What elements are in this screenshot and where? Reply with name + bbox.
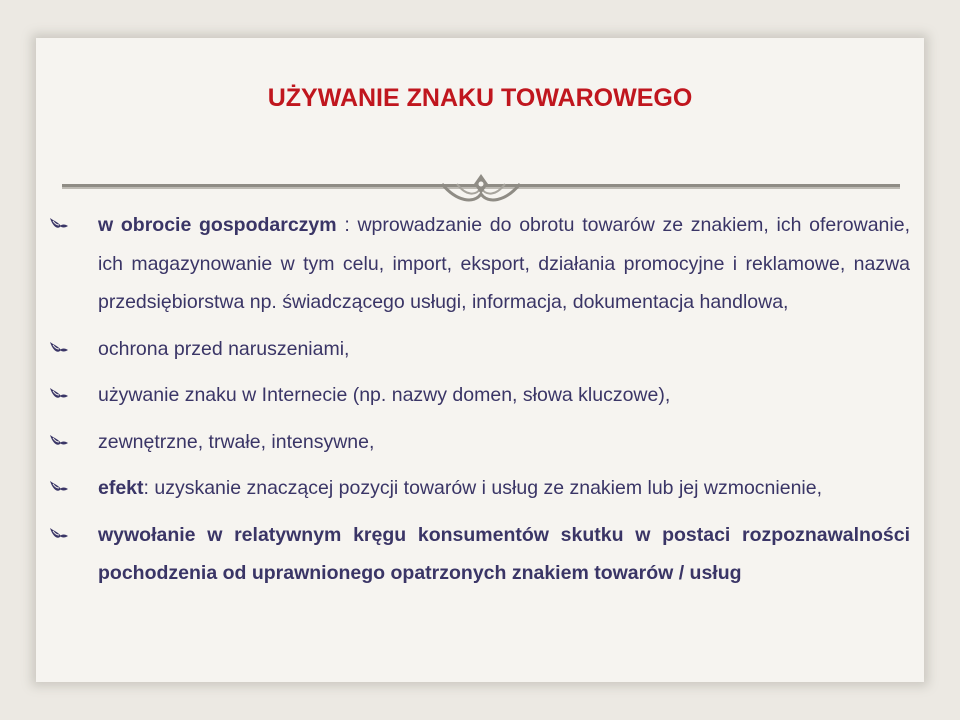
bullet-text: : wprowadzanie do obrotu towarów ze znakiem, ich oferowanie, ich magazynowanie w tym celu, import, eksport, działania promocyjne i reklamowe, nazwa przedsiębiorstwa np. świadczącego usługi, informacja, dokumentacja handlowa, bbox=[98, 214, 910, 313]
fleuron-bullet-icon bbox=[49, 385, 69, 403]
list-item bbox=[36, 469, 924, 508]
list-item bbox=[36, 206, 924, 322]
bullet-text: ochrona przed naruszeniami, bbox=[98, 337, 350, 360]
fleuron-bullet-icon bbox=[49, 215, 69, 233]
bullet-text: zewnętrzne, trwałe, intensywne, bbox=[98, 430, 375, 453]
bullet-text: : uzyskanie znaczącej pozycji towarów i usług ze znakiem lub jej wzmocnienie, bbox=[143, 477, 823, 499]
fleuron-bullet-icon bbox=[49, 525, 69, 543]
bullet-bold-text: wywołanie w relatywnym kręgu konsumentów skutku w postaci rozpoznawalności pochodzenia od uprawnionego opatrzonych znakiem towarów / usług bbox=[98, 523, 910, 584]
slide bbox=[36, 38, 924, 682]
bullet-bold-text: w obrocie gospodarczym bbox=[98, 214, 337, 236]
bullet-text: używanie znaku w Internecie (np. nazwy domen, słowa kluczowe), bbox=[98, 384, 671, 406]
bullet-list bbox=[36, 206, 924, 601]
fleuron-bullet-icon bbox=[49, 478, 69, 496]
list-item bbox=[36, 423, 924, 462]
fleuron-bullet-icon bbox=[49, 432, 69, 450]
fleuron-bullet-icon bbox=[49, 339, 69, 357]
list-item bbox=[36, 330, 924, 369]
list-item bbox=[36, 376, 924, 415]
bullet-bold-text: efekt bbox=[98, 477, 144, 499]
slide-title: UŻYWANIE ZNAKU TOWAROWEGO bbox=[267, 84, 693, 112]
ornamental-divider bbox=[62, 170, 900, 210]
list-item bbox=[36, 516, 924, 593]
